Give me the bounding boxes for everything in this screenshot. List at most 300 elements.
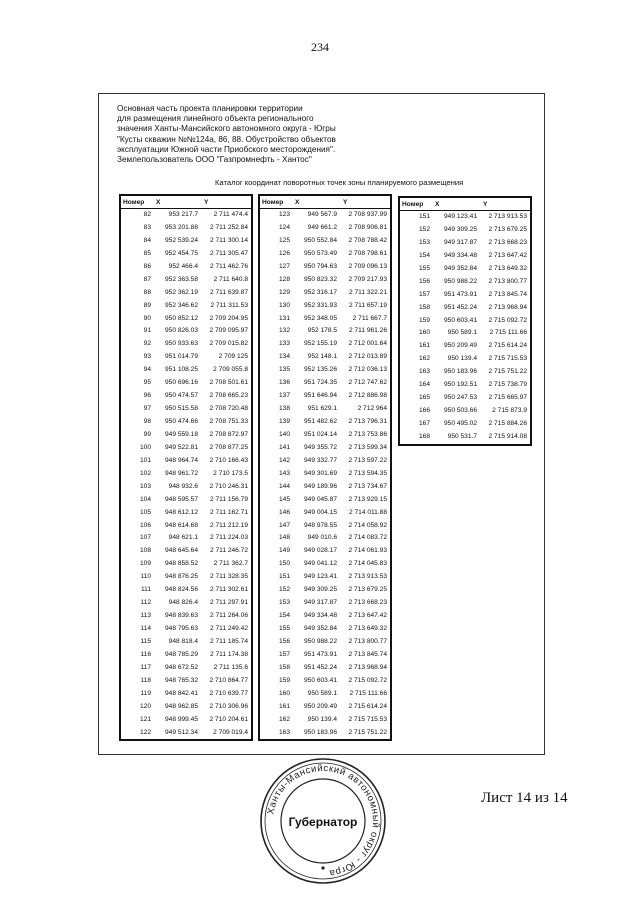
table-row <box>121 338 251 351</box>
coordinate-x: 950 589.1 <box>447 329 477 337</box>
coordinate-y: 2 709 015.82 <box>209 340 248 348</box>
coordinate-y: 2 715 614.24 <box>348 702 387 710</box>
table-row <box>260 274 390 287</box>
table-row <box>260 351 390 364</box>
coordinate-x: 949 334.48 <box>303 612 337 620</box>
coordinate-x: 952 155.19 <box>303 340 337 348</box>
coordinates-table-3 <box>398 196 532 446</box>
coordinate-y: 2 715 873.9 <box>492 407 527 415</box>
coordinate-x: 948 932.6 <box>168 482 198 490</box>
table-row <box>400 289 530 302</box>
table-row <box>260 338 390 351</box>
coordinate-x: 950 209.49 <box>443 342 477 350</box>
point-number: 150 <box>278 560 290 568</box>
coordinate-x: 948 612.12 <box>164 508 198 516</box>
table-row <box>400 263 530 276</box>
coordinate-x: 948 961.72 <box>164 469 198 477</box>
coordinate-x: 949 355.72 <box>303 443 337 451</box>
point-number: 91 <box>143 327 151 335</box>
table-row <box>121 636 251 649</box>
point-number: 127 <box>278 262 290 270</box>
point-number: 152 <box>278 586 290 594</box>
table-row <box>260 377 390 390</box>
coordinate-y: 2 713 845.74 <box>488 290 527 298</box>
coordinate-y: 2 712 747.62 <box>348 379 387 387</box>
point-number: 105 <box>139 508 151 516</box>
table-row <box>260 520 390 533</box>
coordinate-y: 2 711 328.35 <box>209 573 248 581</box>
table-row <box>121 558 251 571</box>
coordinate-x: 949 309.25 <box>303 586 337 594</box>
point-number: 166 <box>418 407 430 415</box>
coordinate-x: 949 332.77 <box>303 456 337 464</box>
coordinate-y: 2 708 798.61 <box>348 249 387 257</box>
table-row <box>121 416 251 429</box>
coordinate-x: 951 646.94 <box>303 392 337 400</box>
point-number: 126 <box>278 249 290 257</box>
table-row <box>400 315 530 328</box>
coordinate-y: 2 710 639.77 <box>209 689 248 697</box>
table-row <box>260 390 390 403</box>
coordinate-y: 2 715 914.08 <box>488 432 527 440</box>
coordinate-x: 950 495.02 <box>443 420 477 427</box>
point-number: 124 <box>278 223 290 231</box>
point-number: 128 <box>278 275 290 283</box>
coordinate-y: 2 711 300.14 <box>209 236 248 244</box>
coordinate-x: 950 247.53 <box>443 394 477 402</box>
coordinate-x: 951 452.24 <box>303 663 337 671</box>
coordinate-x: 950 183.96 <box>303 728 337 736</box>
point-number: 147 <box>278 521 290 529</box>
coordinate-y: 2 713 679.25 <box>348 586 387 594</box>
coordinate-y: 2 713 668.23 <box>348 599 387 607</box>
point-number: 142 <box>278 456 290 464</box>
coordinate-x: 948 765.32 <box>164 676 198 684</box>
coordinate-y: 2 711 185.74 <box>209 637 248 645</box>
coordinate-y: 2 708 937.99 <box>348 211 387 218</box>
coordinate-y: 2 713 649.32 <box>348 625 387 632</box>
coordinate-y: 2 715 884.26 <box>488 420 527 427</box>
coordinate-y: 2 711 174.38 <box>209 650 248 658</box>
table-row <box>121 235 251 248</box>
coordinate-y: 2 709 204.95 <box>209 314 248 322</box>
coordinate-x: 948 645.64 <box>164 547 198 555</box>
coordinate-y: 2 713 594.35 <box>348 469 387 477</box>
coordinate-y: 2 709 019.4 <box>213 728 248 736</box>
coordinate-y: 2 713 845.74 <box>348 650 387 658</box>
header-line: "Кусты скважин №№124а, 86, 88. Обустройство объектов <box>117 134 336 144</box>
point-number: 145 <box>278 495 290 503</box>
coordinate-y: 2 710 864.77 <box>209 676 248 684</box>
point-number: 149 <box>278 547 290 555</box>
coordinate-y: 2 708 501.61 <box>209 379 248 387</box>
coordinate-y: 2 715 738.79 <box>488 381 527 389</box>
coordinate-y: 2 708 751.33 <box>209 418 248 425</box>
point-number: 160 <box>418 329 430 337</box>
point-number: 102 <box>139 469 151 477</box>
table-row <box>260 468 390 481</box>
coordinate-x: 951 724.35 <box>303 379 337 387</box>
coordinate-y: 2 711 246.72 <box>209 547 248 555</box>
table-row <box>400 431 530 444</box>
point-number: 93 <box>143 353 151 361</box>
coordinate-y: 2 710 246.31 <box>209 482 248 490</box>
table-row <box>121 727 251 740</box>
header-y: Y <box>481 198 530 211</box>
table-row <box>121 623 251 636</box>
coordinate-x: 948 962.85 <box>164 702 198 710</box>
table-row <box>260 481 390 494</box>
coordinate-y: 2 711 297.91 <box>209 599 248 607</box>
point-number: 133 <box>278 340 290 348</box>
coordinate-x: 950 515.58 <box>164 405 198 413</box>
coordinate-y: 2 711 667.7 <box>352 314 387 322</box>
table-row <box>260 300 390 313</box>
table-row <box>121 520 251 533</box>
coordinate-y: 2 709 095.97 <box>209 327 248 335</box>
point-number: 144 <box>278 482 290 490</box>
coordinate-x: 950 603.41 <box>443 316 477 324</box>
coordinate-x: 952 348.05 <box>303 314 337 322</box>
coordinate-y: 2 715 092.72 <box>348 676 387 684</box>
coordinate-y: 2 712 036.13 <box>348 366 387 374</box>
table-row <box>260 287 390 300</box>
point-number: 92 <box>143 340 151 348</box>
coordinate-y: 2 708 720.48 <box>209 405 248 413</box>
point-number: 131 <box>278 314 290 322</box>
point-number: 94 <box>143 366 151 374</box>
point-number: 146 <box>278 508 290 516</box>
table-row <box>260 313 390 326</box>
seal-ring-text: Ханты-Мансийский автономный округ - Югра <box>265 762 382 879</box>
point-number: 114 <box>140 625 151 632</box>
table-row <box>121 248 251 261</box>
coordinate-x: 950 933.63 <box>164 340 198 348</box>
coordinate-x: 952 135.26 <box>303 366 337 374</box>
point-number: 157 <box>418 290 430 298</box>
table-row <box>121 351 251 364</box>
table-row <box>260 714 390 727</box>
point-number: 151 <box>418 213 430 220</box>
table-row <box>121 597 251 610</box>
coordinate-x: 949 334.48 <box>443 251 477 259</box>
header-line: Основная часть проекта планировки территории <box>117 104 303 113</box>
coordinate-x: 951 482.62 <box>303 418 337 425</box>
coordinate-y: 2 715 111.66 <box>489 329 527 337</box>
point-number: 154 <box>278 612 290 620</box>
table-row <box>121 364 251 377</box>
coordinate-y: 2 713 668.23 <box>488 238 527 246</box>
coordinate-x: 950 852.12 <box>164 314 198 322</box>
coordinate-x: 950 552.84 <box>303 236 337 244</box>
coordinate-x: 949 041.12 <box>303 560 337 568</box>
coordinate-y: 2 711 961.26 <box>348 327 387 335</box>
table-row <box>121 222 251 235</box>
coordinate-y: 2 711 224.03 <box>209 534 248 542</box>
coordinate-y: 2 714 061.93 <box>348 547 387 555</box>
point-number: 132 <box>278 327 290 335</box>
coordinate-x: 952 346.62 <box>164 301 198 309</box>
header-line: значения Ханты-Мансийского автономного округа - Югры <box>117 124 336 134</box>
coordinate-y: 2 713 649.32 <box>488 264 527 272</box>
coordinate-x: 948 672.52 <box>164 663 198 671</box>
point-number: 84 <box>143 236 151 244</box>
page-number: 234 <box>311 40 329 54</box>
table-row <box>121 403 251 416</box>
coordinate-y: 2 713 913.53 <box>348 573 387 581</box>
coordinate-y: 2 713 647.42 <box>348 612 387 620</box>
coordinate-y: 2 709 096.13 <box>348 262 387 270</box>
table-row <box>400 340 530 353</box>
point-number: 118 <box>140 676 151 684</box>
coordinate-x: 950 603.41 <box>303 676 337 684</box>
point-number: 148 <box>278 534 290 542</box>
sheet-label: Лист 14 из 14 <box>481 790 568 806</box>
coordinate-y: 2 713 734.67 <box>348 482 387 490</box>
coordinate-x: 953 217.7 <box>168 211 198 218</box>
coordinate-x: 949 123.41 <box>443 213 477 220</box>
coordinate-x: 951 108.25 <box>164 366 198 374</box>
coordinate-y: 2 715 751.22 <box>348 728 387 736</box>
coordinate-x: 950 826.03 <box>164 327 198 335</box>
table-row <box>121 261 251 274</box>
table-row <box>260 688 390 701</box>
point-number: 139 <box>278 418 290 425</box>
coordinate-x: 948 839.63 <box>164 612 198 620</box>
coordinate-x: 952 178.5 <box>307 327 337 335</box>
table-row <box>260 662 390 675</box>
coordinate-y: 2 710 204.61 <box>209 715 248 723</box>
coordinate-x: 950 503.66 <box>443 407 477 415</box>
table-row <box>121 494 251 507</box>
coordinate-x: 948 858.52 <box>164 560 198 568</box>
coordinate-y: 2 713 599.34 <box>348 443 387 451</box>
point-number: 83 <box>143 223 151 231</box>
coordinate-y: 2 715 092.72 <box>488 316 527 324</box>
point-number: 100 <box>139 443 151 451</box>
coordinate-y: 2 710 166.43 <box>209 456 248 464</box>
point-number: 163 <box>418 368 430 376</box>
point-number: 167 <box>418 420 430 427</box>
point-number: 155 <box>278 625 290 632</box>
coordinate-y: 2 714 083.72 <box>348 534 387 542</box>
coordinate-x: 948 842.41 <box>164 689 198 697</box>
point-number: 161 <box>278 702 290 710</box>
coordinate-y: 2 713 796.31 <box>348 418 387 425</box>
table-row <box>260 416 390 429</box>
table-row <box>121 300 251 313</box>
coordinate-y: 2 714 045.83 <box>348 560 387 568</box>
table-row <box>260 222 390 235</box>
coordinate-y: 2 713 597.22 <box>348 456 387 464</box>
coordinate-y: 2 712 013.89 <box>348 353 387 361</box>
header-line: для размещения линейного объекта регионального <box>117 114 314 124</box>
table-row <box>121 545 251 558</box>
point-number: 153 <box>418 238 430 246</box>
table-row <box>121 390 251 403</box>
coordinate-y: 2 708 906.81 <box>348 223 387 231</box>
coordinate-y: 2 711 322.21 <box>348 288 387 296</box>
table-row <box>400 418 530 431</box>
coordinate-x: 948 876.25 <box>164 573 198 581</box>
point-number: 117 <box>140 663 151 671</box>
table-row <box>121 325 251 338</box>
header-line: эксплуатации Южной части Приобского месторождения". <box>117 144 336 154</box>
point-number: 87 <box>143 275 151 283</box>
table-row <box>121 209 251 222</box>
coordinate-x: 948 824.56 <box>164 586 198 594</box>
table-row <box>260 675 390 688</box>
coordinate-x: 950 988.22 <box>443 277 477 285</box>
table-row <box>400 211 530 224</box>
coordinate-x: 948 818.4 <box>168 637 198 645</box>
point-number: 163 <box>278 728 290 736</box>
coordinate-y: 2 711 657.19 <box>348 301 387 309</box>
table-row <box>121 649 251 662</box>
coordinate-y: 2 713 800.77 <box>348 637 387 645</box>
table-row <box>260 403 390 416</box>
point-number: 96 <box>143 392 151 400</box>
point-number: 86 <box>143 262 151 270</box>
table-row <box>121 429 251 442</box>
table-row <box>400 379 530 392</box>
table-row <box>121 274 251 287</box>
point-number: 162 <box>418 355 430 363</box>
table-row <box>260 636 390 649</box>
coordinate-y: 2 708 665.23 <box>209 392 248 400</box>
point-number: 108 <box>139 547 151 555</box>
coordinate-y: 2 712 001.64 <box>348 340 387 348</box>
table-row <box>260 364 390 377</box>
coordinate-x: 952 362.19 <box>164 288 198 296</box>
table-row <box>121 532 251 545</box>
coordinate-x: 950 474.57 <box>164 392 198 400</box>
coordinate-x: 949 309.25 <box>443 225 477 233</box>
table-row <box>121 688 251 701</box>
coordinate-x: 951 452.24 <box>443 303 477 311</box>
coordinate-y: 2 715 665.97 <box>488 394 527 402</box>
coordinate-x: 950 988.22 <box>303 637 337 645</box>
header-num: Номер <box>121 196 154 209</box>
point-number: 143 <box>278 469 290 477</box>
coordinate-y: 2 711 135.6 <box>213 663 248 671</box>
coordinate-y: 2 713 968.94 <box>348 663 387 671</box>
point-number: 104 <box>139 495 151 503</box>
coordinate-y: 2 708 877.25 <box>209 443 248 451</box>
coordinate-y: 2 709 055.8 <box>213 366 248 374</box>
coordinate-x: 951 473.91 <box>443 290 477 298</box>
coordinate-y: 2 713 647.42 <box>488 251 527 259</box>
table-row <box>121 377 251 390</box>
coordinate-x: 949 317.87 <box>443 238 477 246</box>
header-line: Землепользователь ООО "Газпромнефть - Хантос" <box>117 155 312 165</box>
point-number: 151 <box>278 573 290 581</box>
coordinate-x: 949 123.41 <box>303 573 337 581</box>
table-row <box>121 287 251 300</box>
table-row <box>121 662 251 675</box>
point-number: 122 <box>139 728 151 736</box>
point-number: 107 <box>139 534 151 542</box>
coordinate-x: 952 331.93 <box>303 301 337 309</box>
table-row <box>400 366 530 379</box>
table-row <box>121 313 251 326</box>
table-row <box>260 248 390 261</box>
table-row <box>260 701 390 714</box>
point-number: 154 <box>418 251 430 259</box>
coordinate-y: 2 711 311.53 <box>210 301 248 309</box>
coordinate-x: 950 589.1 <box>307 689 337 697</box>
table-row <box>260 209 390 222</box>
point-number: 158 <box>418 303 430 311</box>
header-y: Y <box>341 196 390 209</box>
point-number: 82 <box>143 211 151 218</box>
point-number: 159 <box>418 316 430 324</box>
coordinate-y: 2 710 306.96 <box>209 702 248 710</box>
coordinate-y: 2 708 872.97 <box>209 430 248 438</box>
coordinate-x: 949 010.6 <box>307 534 337 542</box>
coordinate-y: 2 713 679.25 <box>488 225 527 233</box>
coordinate-x: 949 317.87 <box>303 599 337 607</box>
point-number: 90 <box>143 314 151 322</box>
coordinate-y: 2 715 614.24 <box>488 342 527 350</box>
coordinate-y: 2 715 751.22 <box>488 368 527 376</box>
coordinate-x: 949 352.84 <box>443 264 477 272</box>
table-row <box>121 675 251 688</box>
table-row <box>400 405 530 418</box>
point-number: 101 <box>139 456 151 464</box>
point-number: 130 <box>278 301 290 309</box>
coordinate-x: 950 139.4 <box>447 355 477 363</box>
point-number: 111 <box>140 586 151 594</box>
coordinate-y: 2 713 913.53 <box>488 213 527 220</box>
point-number: 160 <box>278 689 290 697</box>
coordinate-x: 948 999.45 <box>164 715 198 723</box>
coordinate-x: 948 614.68 <box>164 521 198 529</box>
coordinate-x: 951 629.1 <box>307 405 337 413</box>
table-row <box>400 392 530 405</box>
table-row <box>400 237 530 250</box>
table-row <box>121 468 251 481</box>
coordinate-y: 2 712 964 <box>357 405 387 413</box>
coordinate-y: 2 711 249.42 <box>209 625 248 632</box>
coordinate-y: 2 711 305.47 <box>209 249 248 257</box>
coordinate-x: 950 823.32 <box>303 275 337 283</box>
coordinate-y: 2 713 753.86 <box>348 430 387 438</box>
coordinate-x: 948 795.63 <box>164 625 198 632</box>
point-number: 116 <box>140 650 151 658</box>
point-number: 135 <box>278 366 290 374</box>
point-number: 140 <box>278 430 290 438</box>
coordinate-x: 951 473.91 <box>303 650 337 658</box>
coordinate-x: 950 209.49 <box>303 702 337 710</box>
point-number: 134 <box>278 353 290 361</box>
coordinate-x: 950 192.51 <box>443 381 477 389</box>
coordinate-y: 2 713 800.77 <box>488 277 527 285</box>
coordinate-x: 948 621.1 <box>168 534 198 542</box>
coordinate-y: 2 711 162.71 <box>209 508 248 516</box>
coordinate-y: 2 711 462.76 <box>209 262 248 270</box>
coordinate-y: 2 711 252.84 <box>209 223 248 231</box>
table-row <box>260 494 390 507</box>
point-number: 141 <box>278 443 290 451</box>
coordinate-y: 2 709 217.93 <box>348 275 387 283</box>
point-number: 125 <box>278 236 290 244</box>
coordinate-x: 953 201.88 <box>164 223 198 231</box>
point-number: 95 <box>143 379 151 387</box>
point-number: 121 <box>139 715 151 723</box>
coordinate-x: 950 531.7 <box>447 432 477 440</box>
point-number: 155 <box>418 264 430 272</box>
